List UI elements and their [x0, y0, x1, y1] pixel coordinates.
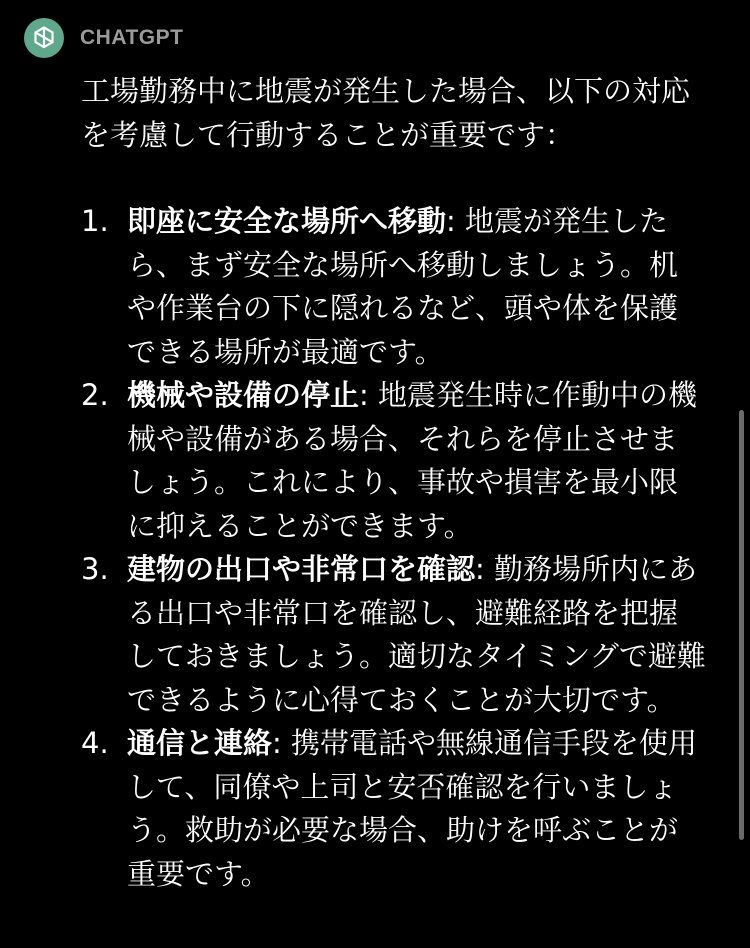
- list-item-text: : 携帯電話や無線通信手段を使用して、同僚や上司と安否確認を行いましょう。救助が必要な場合、助けを呼ぶことが重要です。: [127, 726, 698, 891]
- scrollbar-thumb[interactable]: [739, 410, 744, 840]
- openai-logo-icon: [30, 24, 58, 52]
- list-item-text: : 地震発生時に作動中の機械や設備がある場合、それらを停止させましょう。これにより、事故や損害を最小限に抑えることができます。: [127, 378, 698, 543]
- list-item-number: 2.: [81, 378, 109, 412]
- list-item-number: 3.: [81, 552, 109, 586]
- list-item-title: 即座に安全な場所へ移動: [127, 204, 447, 238]
- message-body: [81, 70, 706, 896]
- list-item-text: : 地震が発生したら、まず安全な場所へ移動しましょう。机や作業台の下に隠れるなど、頭や体を保護できる場所が最適です。: [127, 204, 679, 369]
- list-item-number: 1.: [81, 204, 109, 238]
- message-header: [24, 18, 183, 58]
- step-list: [81, 200, 706, 896]
- sender-name: CHATGPT: [80, 26, 184, 49]
- list-item-title: 通信と連絡: [127, 726, 273, 760]
- list-item: [81, 722, 706, 896]
- list-item: [81, 548, 706, 722]
- list-item: [81, 200, 706, 374]
- chatgpt-avatar: [24, 18, 64, 58]
- list-item: [81, 374, 706, 548]
- list-item-number: 4.: [81, 726, 109, 760]
- list-item-title: 建物の出口や非常口を確認: [127, 552, 476, 586]
- list-item-text: : 勤務場所内にある出口や非常口を確認し、避難経路を把握しておきましょう。適切なタイミングで避難できるように心得ておくことが大切です。: [127, 552, 706, 717]
- paragraph-spacer: [81, 157, 706, 200]
- list-item-title: 機械や設備の停止: [127, 378, 360, 412]
- message-intro: 工場勤務中に地震が発生した場合、以下の対応を考慮して行動することが重要です：: [81, 74, 691, 152]
